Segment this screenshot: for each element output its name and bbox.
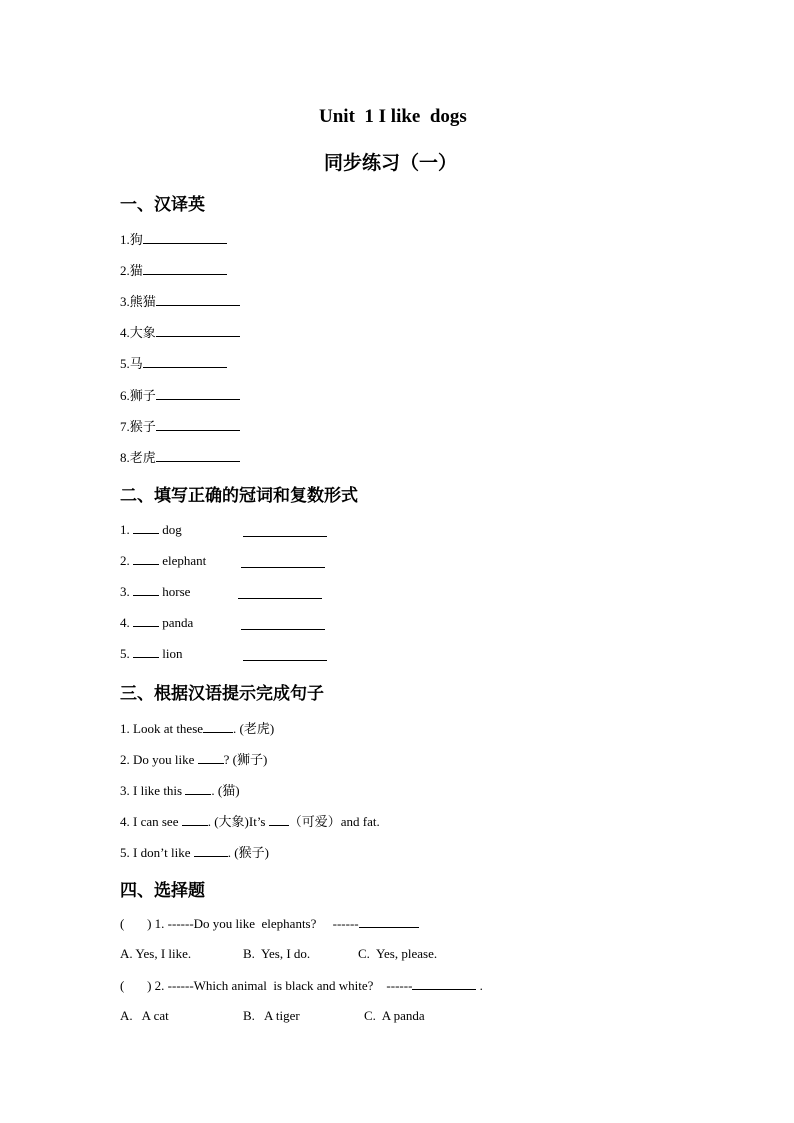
option-c[interactable]: C. A panda: [364, 1008, 425, 1023]
answer-paren[interactable]: ( ): [120, 916, 152, 931]
section-2-heading: 二、填写正确的冠词和复数形式: [120, 486, 358, 506]
item-word: panda: [162, 615, 194, 630]
article-blank[interactable]: [133, 521, 159, 534]
vocab-item: [120, 260, 227, 279]
sentence-blank[interactable]: [269, 813, 289, 826]
choice-question: [120, 915, 419, 932]
sentence-item: [120, 749, 267, 768]
vocab-item: [120, 229, 227, 248]
item-number: 4.: [120, 615, 130, 630]
sentence-hint: ? (狮子): [223, 752, 268, 767]
choice-question: [120, 977, 483, 994]
question-end: .: [476, 978, 483, 993]
question-text: 1. ------Do you like elephants? ------: [154, 916, 359, 931]
sentence-item: [120, 811, 380, 830]
answer-blank[interactable]: [156, 418, 240, 431]
item-word: elephant: [162, 553, 207, 568]
vocab-label: 2.猫: [120, 263, 143, 278]
plural-blank[interactable]: [241, 617, 325, 630]
item-word: horse: [162, 584, 191, 599]
sentence-item: [120, 842, 269, 861]
sentence-text: 4. I can see: [120, 814, 182, 829]
plural-blank[interactable]: [243, 524, 327, 537]
article-item: [120, 645, 182, 662]
vocab-item: [120, 322, 240, 341]
sentence-item: [120, 780, 240, 799]
vocab-item: [120, 291, 240, 310]
option-a[interactable]: A. Yes, I like.: [120, 946, 192, 961]
item-number: 5.: [120, 646, 130, 661]
vocab-label: 4.大象: [120, 325, 156, 340]
section-4-heading: 四、选择题: [120, 881, 205, 901]
vocab-label: 6.狮子: [120, 388, 156, 403]
option-b[interactable]: B. A tiger: [243, 1008, 300, 1023]
vocab-item: [120, 416, 240, 435]
article-item: [120, 552, 206, 569]
sentence-blank[interactable]: [198, 751, 224, 764]
answer-blank[interactable]: [412, 977, 476, 990]
option-b[interactable]: B. Yes, I do.: [243, 946, 311, 961]
article-blank[interactable]: [133, 645, 159, 658]
answer-blank[interactable]: [143, 231, 227, 244]
article-item: [120, 583, 190, 600]
sentence-blank[interactable]: [203, 720, 233, 733]
option-c[interactable]: C. Yes, please.: [358, 946, 438, 961]
article-item: [120, 614, 193, 631]
sentence-text: 1. Look at these: [120, 721, 204, 736]
sentence-blank[interactable]: [185, 782, 211, 795]
answer-blank[interactable]: [156, 449, 240, 462]
vocab-item: [120, 353, 227, 372]
answer-blank[interactable]: [359, 915, 419, 928]
sentence-blank[interactable]: [182, 813, 208, 826]
sentence-hint: . (老虎): [233, 721, 275, 736]
item-number: 2.: [120, 553, 130, 568]
section-1-heading: 一、汉译英: [120, 195, 205, 215]
vocab-label: 3.熊猫: [120, 294, 156, 309]
page-subtitle: 同步练习（一）: [324, 152, 458, 174]
sentence-text: 3. I like this: [120, 783, 186, 798]
item-word: lion: [162, 646, 183, 661]
vocab-label: 5.马: [120, 356, 143, 371]
vocab-label: 8.老虎: [120, 450, 156, 465]
answer-blank[interactable]: [156, 387, 240, 400]
article-blank[interactable]: [133, 614, 159, 627]
plural-blank[interactable]: [243, 648, 327, 661]
question-text: 2. ------Which animal is black and white? ------: [154, 978, 413, 993]
item-number: 3.: [120, 584, 130, 599]
vocab-item: [120, 385, 240, 404]
section-3-heading: 三、根据汉语提示完成句子: [120, 684, 324, 704]
plural-blank[interactable]: [238, 586, 322, 599]
answer-blank[interactable]: [156, 324, 240, 337]
article-blank[interactable]: [133, 583, 159, 596]
vocab-label: 7.猴子: [120, 419, 156, 434]
option-a[interactable]: A. A cat: [120, 1008, 169, 1023]
sentence-text: 2. Do you like: [120, 752, 198, 767]
article-item: [120, 521, 182, 538]
sentence-item: [120, 718, 274, 737]
page-title: Unit 1 I like dogs: [319, 106, 467, 127]
plural-blank[interactable]: [241, 555, 325, 568]
answer-paren[interactable]: ( ): [120, 978, 152, 993]
item-word: dog: [162, 522, 182, 537]
sentence-text: 5. I don’t like: [120, 845, 194, 860]
sentence-blank[interactable]: [194, 844, 228, 857]
sentence-hint: . (猴子): [227, 845, 269, 860]
vocab-item: [120, 447, 240, 466]
sentence-hint: . (猫): [211, 783, 240, 798]
article-blank[interactable]: [133, 552, 159, 565]
item-number: 1.: [120, 522, 130, 537]
answer-blank[interactable]: [156, 293, 240, 306]
sentence-hint: . (大象)It’s: [207, 814, 269, 829]
vocab-label: 1.狗: [120, 232, 143, 247]
answer-blank[interactable]: [143, 355, 227, 368]
sentence-hint: （可爱）and fat.: [288, 814, 380, 829]
answer-blank[interactable]: [143, 262, 227, 275]
